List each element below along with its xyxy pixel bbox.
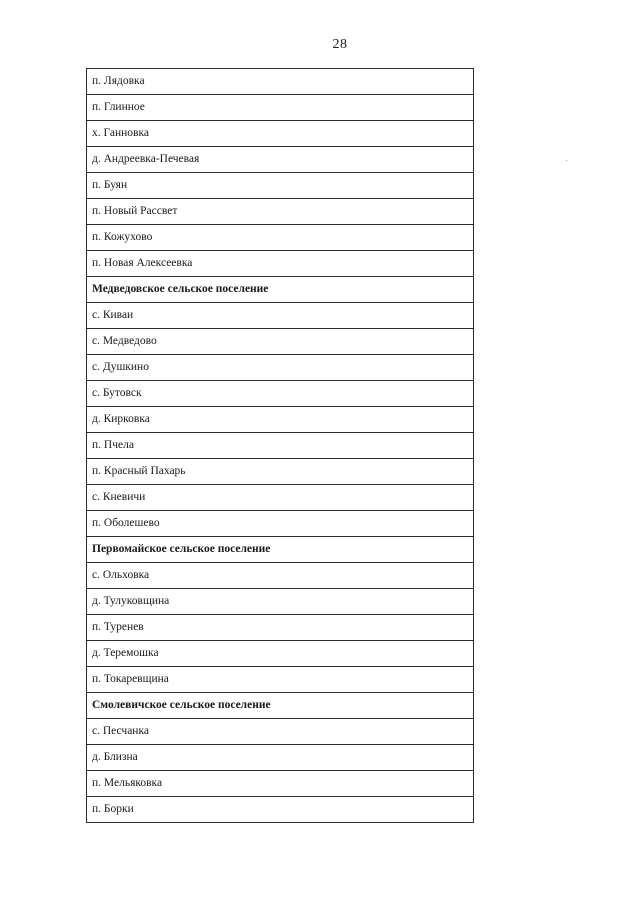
- settlement-name: п. Новая Алексеевка: [87, 251, 474, 277]
- settlement-row: [87, 719, 474, 745]
- settlement-row: [87, 485, 474, 511]
- settlement-row: [87, 199, 474, 225]
- settlement-table-body: [87, 69, 474, 823]
- settlement-group-header-row: [87, 693, 474, 719]
- settlement-name: с. Песчанка: [87, 719, 474, 745]
- settlement-row: [87, 511, 474, 537]
- settlement-row: [87, 381, 474, 407]
- settlement-name: д. Близна: [87, 745, 474, 771]
- settlement-name: п. Красный Пахарь: [87, 459, 474, 485]
- settlement-row: [87, 797, 474, 823]
- settlement-row: [87, 459, 474, 485]
- settlement-row: [87, 95, 474, 121]
- settlement-row: [87, 225, 474, 251]
- settlement-group-header: Медведовское сельское поселение: [87, 277, 474, 303]
- settlement-name: п. Кожухово: [87, 225, 474, 251]
- settlement-name: п. Глинное: [87, 95, 474, 121]
- settlement-row: [87, 667, 474, 693]
- settlement-row: [87, 615, 474, 641]
- settlement-name: п. Лядовка: [87, 69, 474, 95]
- settlement-group-header-row: [87, 277, 474, 303]
- settlement-row: [87, 771, 474, 797]
- settlement-group-header-row: [87, 537, 474, 563]
- page-number: 28: [332, 37, 348, 52]
- settlement-group-header: Смолевичское сельское поселение: [87, 693, 474, 719]
- settlement-row: [87, 745, 474, 771]
- settlement-row: [87, 173, 474, 199]
- settlement-name: п. Борки: [87, 797, 474, 823]
- settlement-group-header: Первомайское сельское поселение: [87, 537, 474, 563]
- settlement-row: [87, 251, 474, 277]
- settlement-name: п. Мельяковка: [87, 771, 474, 797]
- scan-artifact-dot: [566, 160, 567, 161]
- settlement-name: с. Кневичи: [87, 485, 474, 511]
- settlement-name: п. Оболешево: [87, 511, 474, 537]
- settlement-name: с. Ольховка: [87, 563, 474, 589]
- settlement-table: [86, 68, 474, 823]
- settlement-name: д. Андреевка-Печевая: [87, 147, 474, 173]
- settlement-name: п. Токаревщина: [87, 667, 474, 693]
- settlement-name: п. Пчела: [87, 433, 474, 459]
- settlement-row: [87, 147, 474, 173]
- settlement-name: п. Туренев: [87, 615, 474, 641]
- settlement-name: п. Буян: [87, 173, 474, 199]
- settlement-name: п. Новый Рассвет: [87, 199, 474, 225]
- settlement-name: д. Тулуковщина: [87, 589, 474, 615]
- settlement-row: [87, 303, 474, 329]
- settlement-row: [87, 641, 474, 667]
- settlement-name: с. Киваи: [87, 303, 474, 329]
- settlement-name: с. Душкино: [87, 355, 474, 381]
- settlement-row: [87, 355, 474, 381]
- settlement-name: д. Теремошка: [87, 641, 474, 667]
- settlement-name: с. Бутовск: [87, 381, 474, 407]
- settlement-name: с. Медведово: [87, 329, 474, 355]
- settlement-row: [87, 407, 474, 433]
- settlement-row: [87, 589, 474, 615]
- settlement-row: [87, 329, 474, 355]
- settlement-row: [87, 563, 474, 589]
- settlement-name: д. Кирковка: [87, 407, 474, 433]
- settlement-row: [87, 433, 474, 459]
- settlement-row: [87, 121, 474, 147]
- settlement-name: х. Ганновка: [87, 121, 474, 147]
- settlement-row: [87, 69, 474, 95]
